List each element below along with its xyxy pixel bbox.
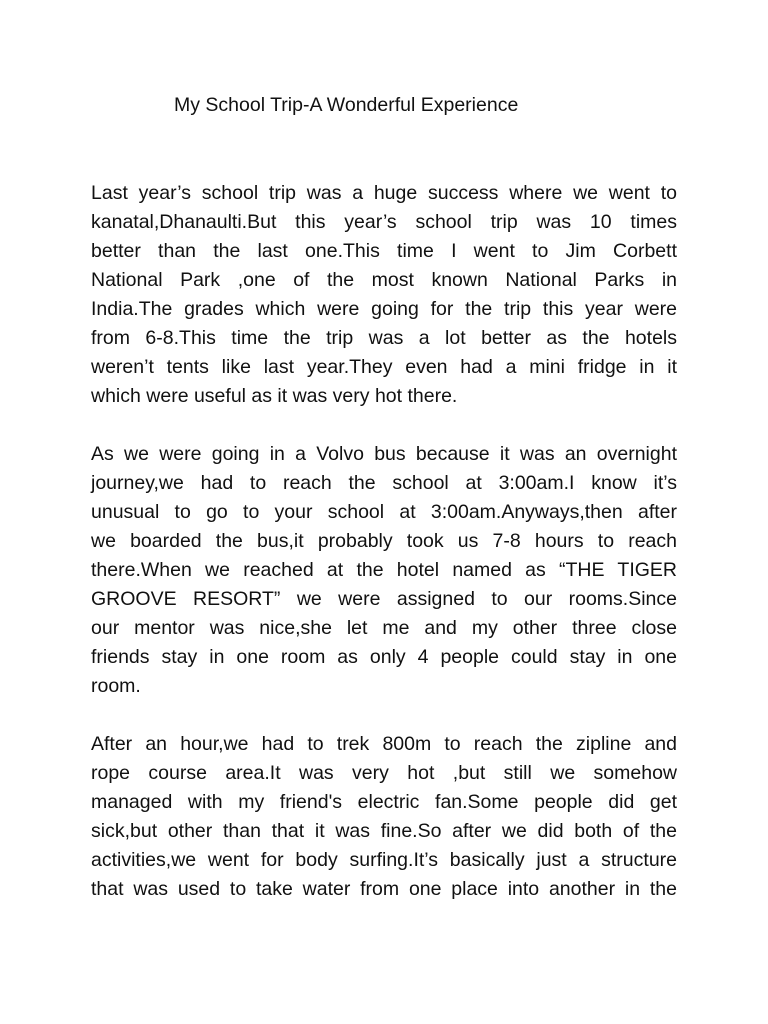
- text-line: from 6-8.This time the trip was a lot better as the hotels: [91, 327, 677, 349]
- text-line: India.The grades which were going for the trip this year were: [91, 298, 677, 320]
- text-line: we boarded the bus,it probably took us 7-8 hours to reach: [91, 530, 677, 552]
- text-line: which were useful as it was very hot there.: [91, 385, 458, 407]
- text-line: room.: [91, 675, 141, 697]
- text-line: weren’t tents like last year.They even had a mini fridge in it: [91, 356, 677, 378]
- text-line: As we were going in a Volvo bus because it was an overnight: [91, 443, 677, 465]
- text-line: sick,but other than that it was fine.So after we did both of the: [91, 820, 677, 842]
- text-line: there.When we reached at the hotel named as “THE TIGER: [91, 559, 677, 581]
- text-line: managed with my friend's electric fan.Some people did get: [91, 791, 677, 813]
- text-line: National Park ,one of the most known National Parks in: [91, 269, 677, 291]
- text-line: that was used to take water from one place into another in the: [91, 878, 677, 900]
- text-line: Last year’s school trip was a huge success where we went to: [91, 182, 677, 204]
- text-line: better than the last one.This time I went to Jim Corbett: [91, 240, 677, 262]
- paragraph-3: [91, 730, 677, 904]
- document-body: [91, 179, 677, 933]
- text-line: GROOVE RESORT” we were assigned to our rooms.Since: [91, 588, 677, 610]
- text-line: activities,we went for body surfing.It’s basically just a structure: [91, 849, 677, 871]
- document-title: My School Trip-A Wonderful Experience: [174, 94, 519, 116]
- text-line: kanatal,Dhanaulti.But this year’s school trip was 10 times: [91, 211, 677, 233]
- text-line: journey,we had to reach the school at 3:00am.I know it’s: [91, 472, 677, 494]
- text-line: our mentor was nice,she let me and my other three close: [91, 617, 677, 639]
- paragraph-1: [91, 179, 677, 411]
- text-line: unusual to go to your school at 3:00am.Anyways,then after: [91, 501, 677, 523]
- text-line: rope course area.It was very hot ,but still we somehow: [91, 762, 677, 784]
- text-line: After an hour,we had to trek 800m to reach the zipline and: [91, 733, 677, 755]
- paragraph-2: [91, 440, 677, 701]
- text-line: friends stay in one room as only 4 people could stay in one: [91, 646, 677, 668]
